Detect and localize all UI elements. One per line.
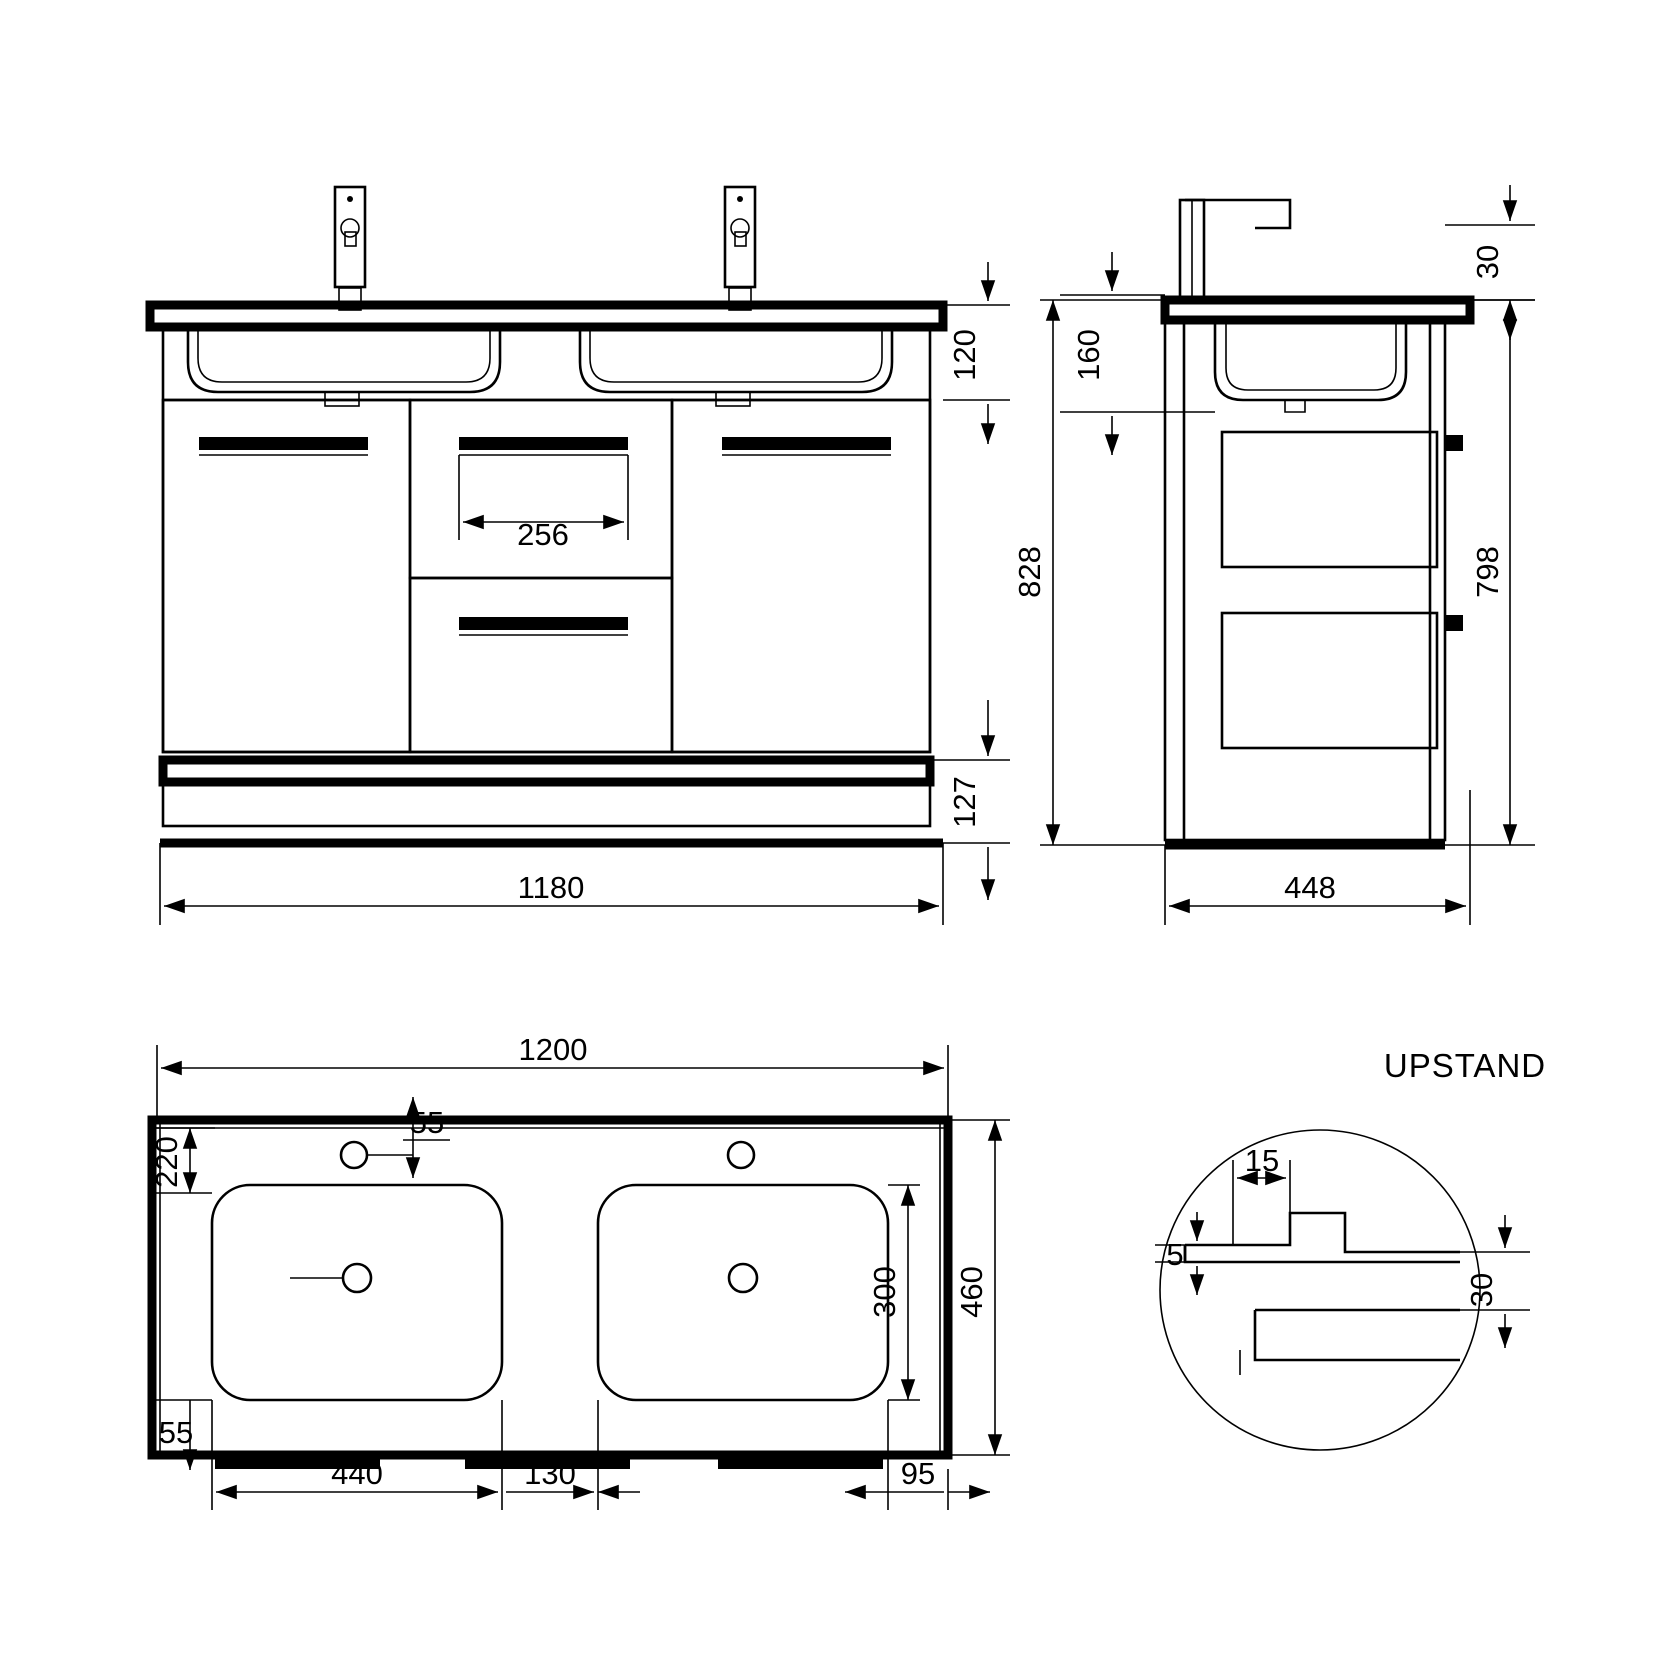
- dim-1200-label: 1200: [518, 1032, 588, 1067]
- dim-depth: [1165, 790, 1470, 925]
- dim-overall-depth: [948, 1120, 1010, 1455]
- dim-130-label: 130: [524, 1456, 576, 1491]
- dim-overall-length: [157, 1032, 948, 1120]
- dim-15-label: 15: [1244, 1143, 1280, 1178]
- side-elevation-group: [1012, 185, 1535, 925]
- dim-drawer-width: [459, 455, 628, 552]
- tap-right-icon: [725, 187, 755, 310]
- plinth-top: [163, 760, 930, 782]
- dim-tap-offset: [368, 1097, 450, 1178]
- runner-upper: [1445, 435, 1463, 451]
- dim-95-label: 95: [900, 1456, 936, 1491]
- upper-drawer-handle[interactable]: [459, 437, 628, 450]
- dim-798-label: 798: [1470, 546, 1505, 598]
- tap-side-icon: [1180, 200, 1290, 300]
- tap-hole-left: [341, 1142, 367, 1168]
- dim-basin-back-offset: [149, 1128, 215, 1193]
- dim-5-label: 5: [1166, 1237, 1184, 1272]
- lower-drawer-handle[interactable]: [459, 617, 628, 630]
- worktop-outline: [152, 1120, 948, 1455]
- dim-upstand-width: [1233, 1143, 1290, 1245]
- dim-plinth-height: [930, 700, 1010, 900]
- dim-upstand-lip: [1155, 1212, 1233, 1295]
- dim-160-label: 160: [1071, 329, 1106, 381]
- countertop-side: [1165, 300, 1470, 320]
- dim-top-thickness: [943, 262, 1010, 444]
- cabinet-edge-right: [718, 1455, 883, 1469]
- dim-828-label: 828: [1012, 546, 1047, 598]
- dim-127-label: 127: [947, 776, 982, 828]
- front-elevation-group: [150, 187, 1010, 925]
- dim-300-label: 300: [867, 1266, 902, 1318]
- left-door-handle[interactable]: [199, 437, 368, 450]
- dim-upstand-height: [1430, 1215, 1530, 1348]
- drawer-box-upper-side: [1222, 432, 1437, 567]
- basin-side-profile: [1215, 320, 1406, 412]
- lower-drawer[interactable]: [410, 578, 672, 752]
- waste-hole-left: [343, 1264, 371, 1292]
- dim-55-bottom-label: 55: [158, 1415, 194, 1450]
- basin-front-right: [580, 327, 892, 406]
- basin-plan-left: [212, 1185, 502, 1400]
- drawer-box-lower-side: [1222, 613, 1437, 748]
- dim-overall-width: [160, 843, 943, 925]
- plan-view-group: [149, 1032, 1010, 1510]
- dim-448-label: 448: [1284, 870, 1336, 905]
- tap-left-icon: [335, 187, 365, 310]
- dim-220-label: 220: [149, 1136, 184, 1188]
- dim-256-label: 256: [517, 517, 569, 552]
- cabinet-side-body: [1165, 320, 1445, 840]
- dim-30-label: 30: [1470, 244, 1505, 280]
- waste-hole-right: [729, 1264, 757, 1292]
- dim-unit-height: [1445, 300, 1535, 845]
- right-door[interactable]: [672, 400, 930, 752]
- runner-lower: [1445, 615, 1463, 631]
- dim-440-label: 440: [331, 1456, 383, 1491]
- basin-front-left: [188, 327, 500, 406]
- upstand-detail-group: [1155, 1047, 1546, 1450]
- dim-55-top-label: 55: [409, 1105, 445, 1140]
- countertop-slab: [150, 305, 943, 327]
- dim-120-label: 120: [947, 329, 982, 381]
- dim-basin-width: [867, 1185, 920, 1400]
- dim-30-upstand-label: 30: [1464, 1272, 1499, 1308]
- plinth: [163, 782, 930, 826]
- dim-460-label: 460: [954, 1266, 989, 1318]
- dim-1180-label: 1180: [517, 870, 585, 905]
- right-door-handle[interactable]: [722, 437, 891, 450]
- left-door[interactable]: [163, 400, 410, 752]
- tap-hole-right: [728, 1142, 754, 1168]
- basin-plan-right: [598, 1185, 888, 1400]
- detail-circle: [1160, 1130, 1480, 1450]
- upstand-profile: [1185, 1213, 1460, 1375]
- upstand-title: UPSTAND: [1383, 1047, 1547, 1084]
